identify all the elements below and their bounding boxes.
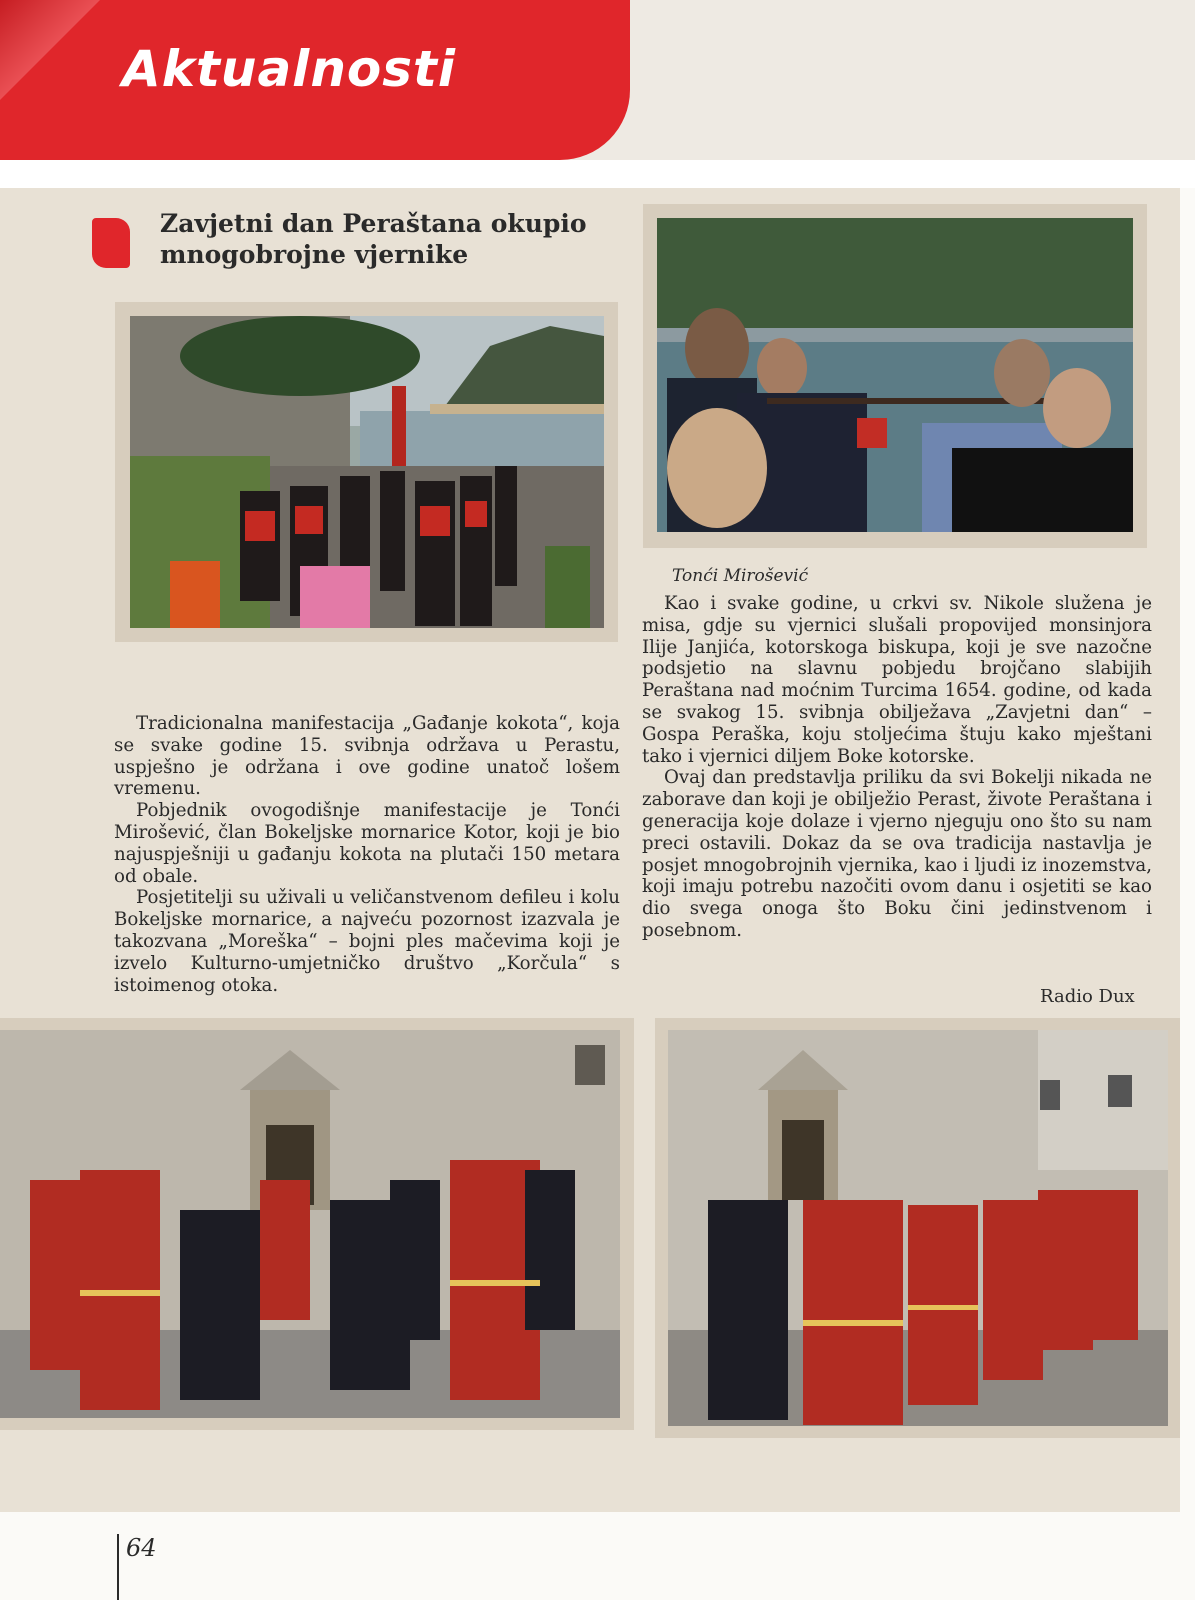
article-source: Radio Dux — [1040, 986, 1135, 1007]
section-title: Aktualnosti — [122, 40, 457, 98]
header-divider — [0, 160, 1195, 188]
paragraph: Ovaj dan predstavlja priliku da svi Bokelji nikada ne zaborave dan koji je obilježio Perast, živote Peraštana i generacija koje dolaze i vjerno njeguju ono što su nam preci ostavili. Dokaz da se ova tradicija nastavlja je posjet mnogobrojnih vjernika, kao i ljudi iz inozemstva, koji imaju potrebu nazočiti ovom danu i osjetiti se kao dio svega onoga što Boku čini jedinstvenom i posebnom. — [642, 767, 1152, 941]
headline-line-2: mnogobrojne vjernike — [160, 240, 469, 269]
photo-moreska-left — [0, 1030, 620, 1418]
paragraph: Kao i svake godine, u crkvi sv. Nikole služena je misa, gdje su vjernici slušali propovijed monsinjora Ilije Janjića, kotorskoga biskupa, koji je sve nazočne podsjetio na slavnu pobjedu brojčano slabijih Peraštana nad moćnim Turcima 1654. godine, od kada se svakog 15. svibnja obilježava „Zavjetni dan“ – Gospa Peraška, koju stoljećima štuju kako mještani tako i vjernici diljem Boke kotorske. — [642, 593, 1152, 767]
headline-line-1: Zavjetni dan Peraštana okupio — [160, 209, 587, 238]
article-headline — [160, 208, 630, 270]
page-number: 64 — [126, 1534, 157, 1562]
photo-caption: Tonći Mirošević — [672, 566, 809, 586]
paragraph: Posjetitelji su uživali u veličanstvenom defileu i kolu Bokeljske mornarice, a najveću pozornost izazvala je takozvana „Moreška“ – bojni ples mačevima koji je izvelo Kulturno-umjetničko društvo „Korčula“ s istoimenog otoka. — [114, 887, 620, 996]
moreska-left-image — [0, 1030, 620, 1418]
page-footer — [0, 1512, 1195, 1600]
paragraph: Tradicionalna manifestacija „Gađanje kokota“, koja se svake godine 15. svibnja održava u Perastu, uspješno je održana i ove godine unatoč lošem vremenu. — [114, 713, 620, 800]
shooter-image — [657, 218, 1133, 532]
procession-image — [130, 316, 604, 628]
article-body-right — [642, 593, 1152, 942]
photo-moreska-right — [668, 1030, 1168, 1426]
article-body-left — [114, 713, 620, 996]
footer-rule — [117, 1534, 119, 1600]
moreska-right-image — [668, 1030, 1168, 1426]
paragraph: Pobjednik ovogodišnje manifestacije je Tonći Mirošević, član Bokeljske mornarice Kotor, koji je bio najuspješniji u gađanju kokota na plutači 150 metara od obale. — [114, 800, 620, 887]
headline-bullet-icon — [92, 218, 130, 268]
photo-shooter — [657, 218, 1133, 532]
photo-procession — [130, 316, 604, 628]
